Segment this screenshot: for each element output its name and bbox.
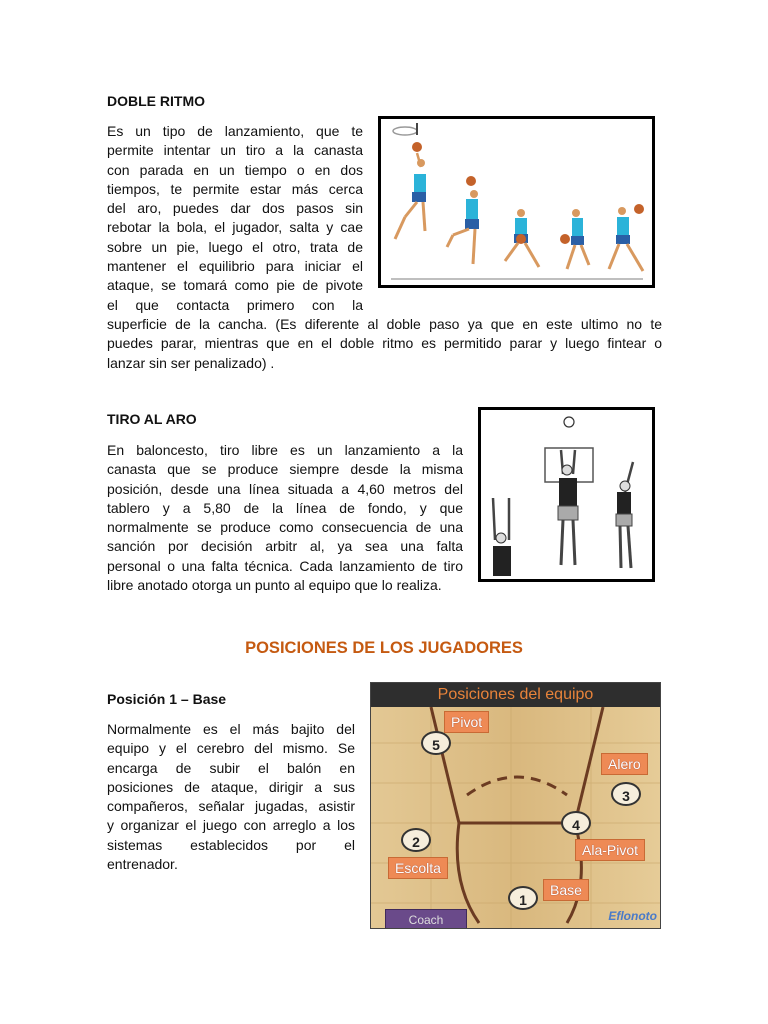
text-line: el que contacta primero con la [107,296,363,313]
position-2-marker: 2 [401,828,431,852]
text-line: y organizar el juego con arreglo a los [107,817,355,834]
text-line: permite intentar un tiro a la canasta [107,142,363,159]
player-figure-4 [560,209,589,269]
player-figure-5 [609,204,644,271]
tag-escolta: Escolta [388,857,448,879]
text-line: puedes parar, mientras que en el doble ritmo es permitido parar y luego fintear o [107,335,662,352]
text-line: sobre un pie, luego el otro, trata de [107,238,363,255]
tiro-al-aro-paragraph [107,441,463,595]
text-line: lanzar sin ser penalizado) . [107,354,275,371]
text-line: Es un tipo de lanzamiento, que te [107,123,363,139]
text-line: superficie de la cancha. (Es diferente al doble paso ya que en este ultimo no te [107,316,662,332]
jump-sequence-drawing [381,119,652,285]
text-line: compañeros, señalar jugadas, asistir [107,798,355,815]
shooter-figure [558,450,578,565]
text-line: normalmente se produce como consecuencia de una [107,519,463,536]
doble-ritmo-illustration [378,116,655,288]
position-1-marker: 1 [508,886,538,910]
posicion-1-paragraph [107,720,355,874]
text-line: del aro, puedes dar dos pasos sin [107,200,363,217]
free-throw-drawing [481,410,652,579]
text-line: tiempos, te permite estar más cerca [107,180,363,197]
doble-ritmo-paragraph-b [107,315,662,373]
position-3-marker: 3 [611,782,641,806]
coach-button: Coach [385,909,467,929]
text-line: posiciones de ataque, dirigir a sus [107,778,355,795]
posicion-1-heading: Posición 1 – Base [107,691,227,707]
tag-pivot: Pivot [444,711,489,733]
tiro-libre-illustration [478,407,655,582]
text-line: En baloncesto, tiro libre es un lanzamiento a la [107,442,463,458]
text-line: rebotar la bola, el jugador, salta y cae [107,219,363,236]
section-title-posiciones: POSICIONES DE LOS JUGADORES [245,639,523,657]
tag-ala-pivot: Ala-Pivot [575,839,645,861]
brand-watermark: Eflonoto [608,909,657,923]
text-line: con parada en un tiempo o en dos [107,161,363,178]
text-line: Normalmente es el más bajito del [107,721,355,737]
player-figure-1 [395,142,426,239]
tag-base: Base [543,879,589,901]
text-line: mantener el equilibrio para iniciar el [107,258,363,275]
player-figure-2 [447,176,479,264]
position-5-marker: 5 [421,731,451,755]
text-line: personal o una falta técnica. Cada lanzamiento de tiro [107,557,463,574]
text-line: sanción por decisión arbitr al, ya sea una falta [107,538,463,555]
player-figure-3 [505,209,539,267]
position-4-marker: 4 [561,811,591,835]
text-line: libre anotado otorga un punto al equipo que lo realiza. [107,577,442,594]
doble-ritmo-heading: DOBLE RITMO [107,93,205,109]
text-line: posición, desde una línea situada a 4,60 metros del [107,480,463,497]
tag-alero: Alero [601,753,648,775]
text-line: ataque, se tomará como pie de pivote [107,277,363,294]
doble-ritmo-paragraph-a [107,122,363,315]
text-line: canasta que se produce siempre desde la misma [107,461,463,478]
rebounder-figure-left [493,498,511,576]
text-line: tablero y a 5,80 de la línea de fondo, y que [107,499,463,516]
tiro-al-aro-heading: TIRO AL ARO [107,411,197,427]
text-line: sistemas establecidos por el [107,836,355,853]
team-positions-court [370,682,661,929]
rebounder-figure-right [616,462,633,568]
court-title: Posiciones del equipo [371,683,660,707]
text-line: entrenador. [107,856,178,873]
text-line: encarga de subir el balón en [107,759,355,776]
text-line: equipo y el cerebro del mismo. Se [107,740,355,757]
